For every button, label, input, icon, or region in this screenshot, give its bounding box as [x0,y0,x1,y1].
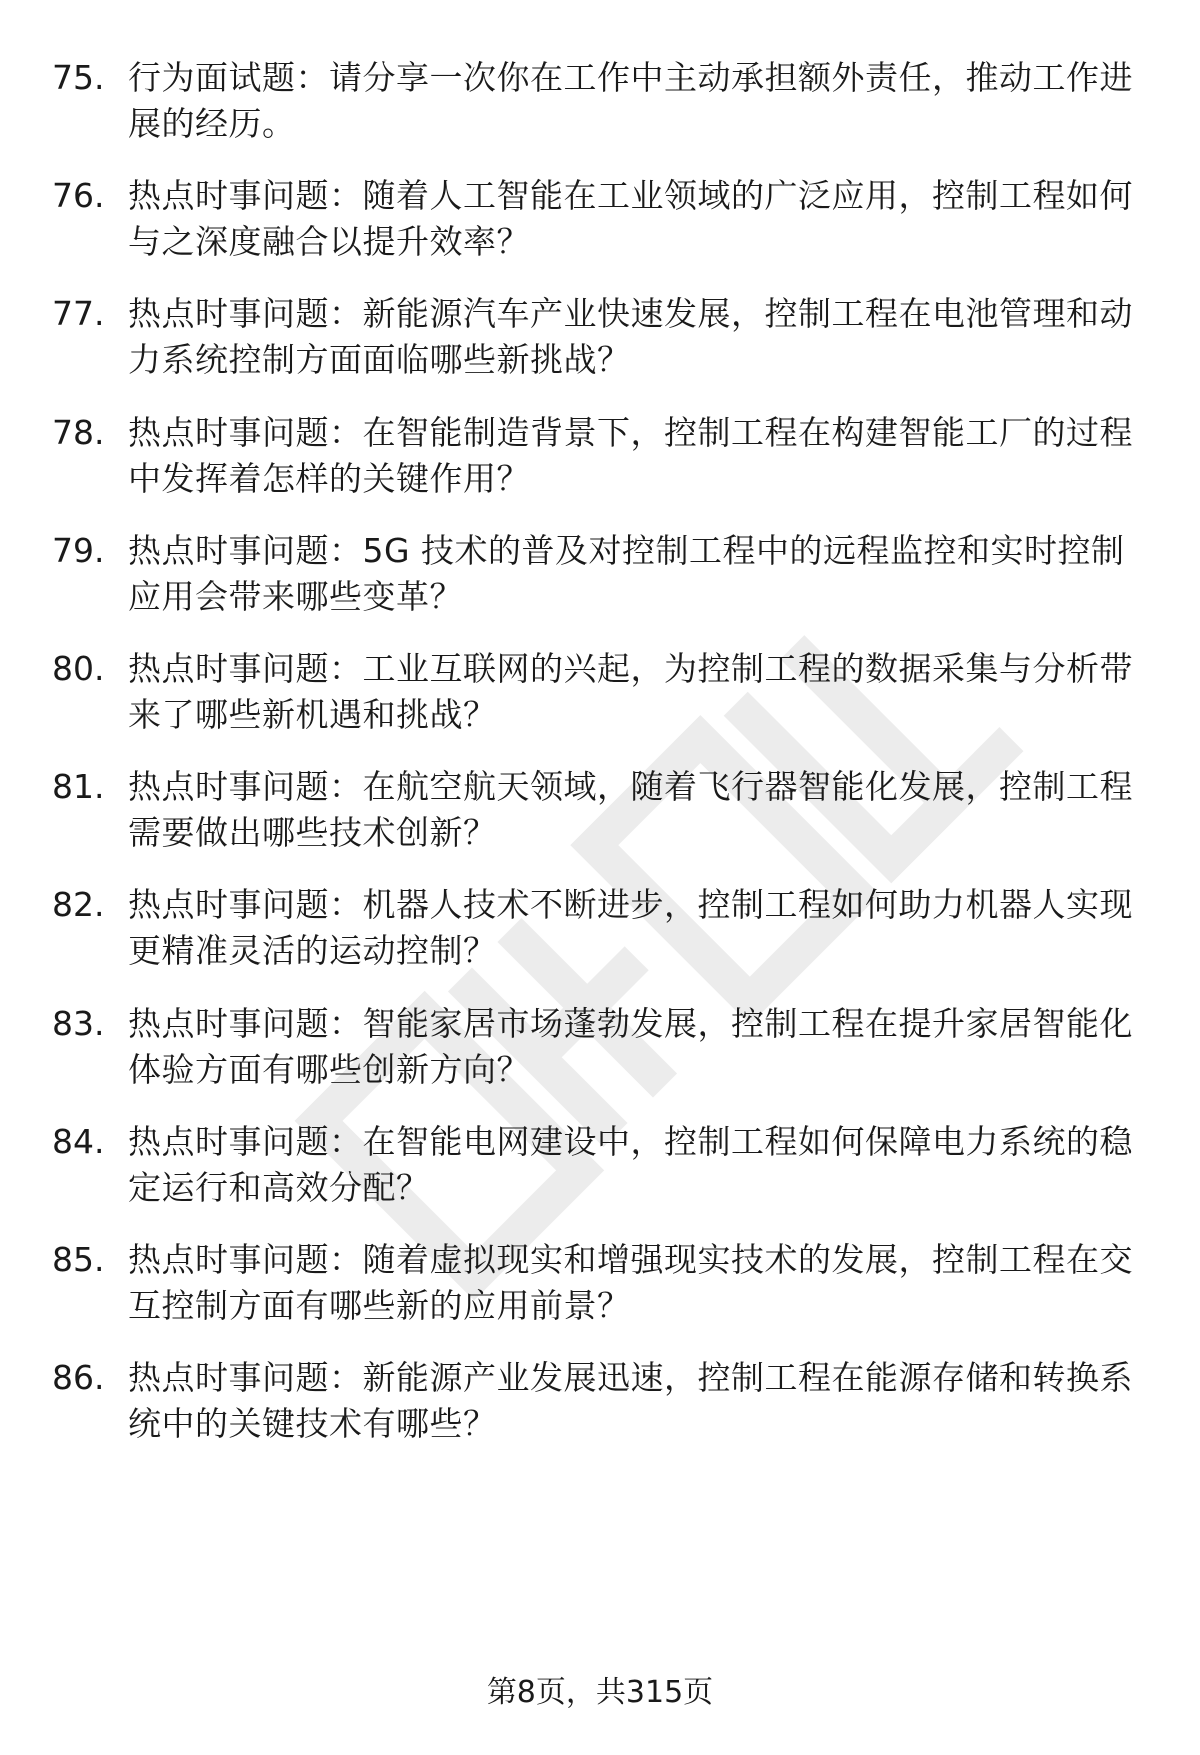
question-number: 81. [52,767,105,807]
question-item [0,173,1200,273]
question-text: 热点时事问题：在智能电网建设中，控制工程如何保障电力系统的稳定运行和高效分配？ [128,1121,1133,1207]
question-item [0,291,1200,391]
question-item [0,1237,1200,1337]
question-number: 80. [52,649,105,688]
question-text: 热点时事问题：随着人工智能在工业领域的广泛应用，控制工程如何与之深度融合以提升效率？ [128,176,1133,262]
question-text: 热点时事问题：5G 技术的普及对控制工程中的远程监控和实时控制应用会带来哪些变革？ [128,530,1125,616]
question-number: 76. [52,176,105,216]
question-number: 83. [52,1003,105,1043]
question-item [0,55,1200,155]
question-number: 79. [52,530,105,570]
question-item [0,764,1200,864]
question-number: 86. [52,1358,105,1398]
question-text: 热点时事问题：工业互联网的兴起，为控制工程的数据采集与分析带来了哪些新机遇和挑战？ [128,649,1133,734]
question-number: 82. [52,885,105,925]
question-item [0,410,1200,510]
question-text: 热点时事问题：在智能制造背景下，控制工程在构建智能工厂的过程中发挥着怎样的关键作用？ [128,412,1133,498]
question-number: 85. [52,1240,105,1279]
question-text: 行为面试题：请分享一次你在工作中主动承担额外责任，推动工作进展的经历。 [128,58,1133,143]
question-item [0,528,1200,628]
question-item [0,1355,1200,1455]
question-text: 热点时事问题：新能源产业发展迅速，控制工程在能源存储和转换系统中的关键技术有哪些？ [128,1358,1133,1444]
question-number: 78. [52,412,105,452]
question-text: 热点时事问题：机器人技术不断进步，控制工程如何助力机器人实现更精准灵活的运动控制？ [128,885,1133,971]
question-text: 热点时事问题：随着虚拟现实和增强现实技术的发展，控制工程在交互控制方面有哪些新的应用前景？ [128,1240,1133,1325]
question-number: 84. [52,1121,105,1161]
question-item [0,882,1200,982]
question-item [0,1001,1200,1101]
question-number: 75. [52,58,105,97]
question-text: 热点时事问题：新能源汽车产业快速发展，控制工程在电池管理和动力系统控制方面面临哪些新挑战？ [128,294,1133,380]
question-number: 77. [52,294,105,334]
question-text: 热点时事问题：在航空航天领域，随着飞行器智能化发展，控制工程需要做出哪些技术创新？ [128,767,1133,853]
question-text: 热点时事问题：智能家居市场蓬勃发展，控制工程在提升家居智能化体验方面有哪些创新方向？ [128,1003,1133,1089]
question-item [0,1119,1200,1219]
page-number-footer: 第8页，共315页 [486,1675,714,1710]
question-item [0,646,1200,746]
